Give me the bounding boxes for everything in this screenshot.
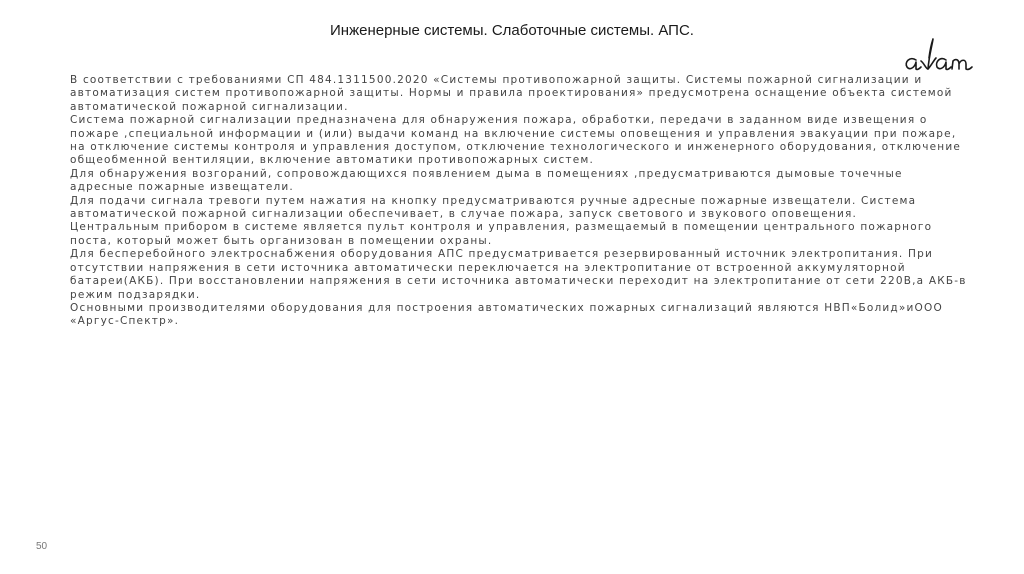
body-text [70,74,970,329]
slide-title: Инженерные системы. Слаботочные системы. АПС. [330,22,694,39]
paragraph: В соответствии с требованиями СП 484.1311500.2020 «Системы противопожарной защиты. Системы пожарной сигнализации и автоматизация систем противопожарной защиты. Нормы и правила проектирования» предусмотрена оснащение объекта системой автоматической пожарной сигнализации. [70,74,953,113]
brand-logo [902,36,1002,78]
paragraph: Для обнаружения возгораний, сопровождающихся появлением дыма в помещениях ,предусматриваются дымовые точечные адресные пожарные извещатели. [70,167,903,194]
paragraph: Для бесперебойного электроснабжения оборудования АПС предусматривается резервированный источник электропитания. При отсутствии напряжения в сети источника автоматически переключается на электропитание от встроенной аккумуляторной батареи(АКБ). При восстановлении напряжения в сети источника автоматически переходит на электропитание от сети 220В,а АКБ-в режим подзарядки. [70,248,967,301]
paragraph: Для подачи сигнала тревоги путем нажатия на кнопку предусматриваются ручные адресные пожарные извещатели. Система автоматической пожарной сигнализации обеспечивает, в случае пожара, запуск светового и звукового оповещения. [70,194,917,221]
page-number: 50 [36,541,48,552]
paragraph: Система пожарной сигнализации предназначена для обнаружения пожара, обработки, передачи в заданном виде извещения о пожаре ,специальной информации и (или) выдачи команд на включение системы оповещения и управления эвакуации при пожаре, на отключение системы контроля и управления доступом, отключение технологического и инженерного оборудования, отключение общеобменной вентиляции, включение автоматики противопожарных систем. [70,114,962,167]
paragraph: Основными производителями оборудования для построения автоматических пожарных сигнализаций являются НВП«Болид»иООО «Аргус-Спектр». [70,301,943,328]
paragraph: Центральным прибором в системе является пульт контроля и управления, размещаемый в помещении центрального пожарного поста, который может быть организован в помещении охраны. [70,221,933,247]
